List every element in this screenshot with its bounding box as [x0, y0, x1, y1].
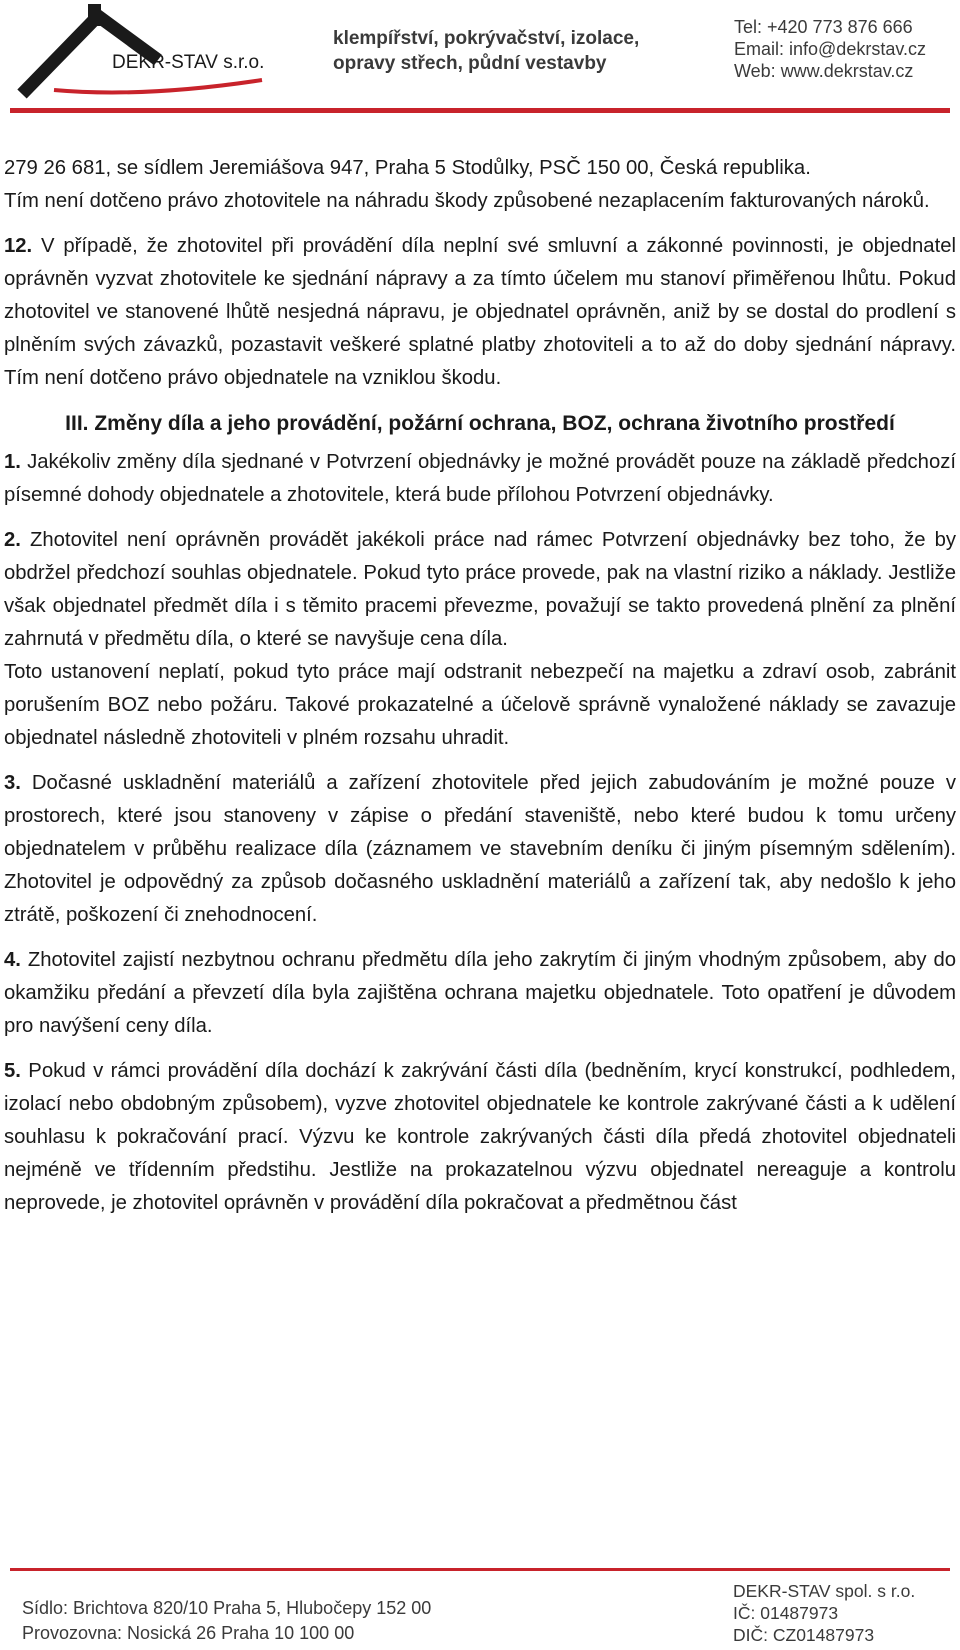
clause-number: 12.	[4, 235, 33, 257]
clause-number: 3.	[4, 772, 21, 794]
clause-1	[4, 446, 956, 512]
email-text: Email: info@dekrstav.cz	[734, 39, 926, 59]
footer-company-name: DEKR-STAV spol. s r.o.	[733, 1581, 916, 1601]
clause-2-continuation: Toto ustanovení neplatí, pokud tyto práce mají odstranit nebezpečí na majetku a zdraví osob, zabránit porušením BOZ nebo požáru. Takové prokazatelné a účelově správně vynaložené náklady se zavazuje objednatel následně zhotoviteli v plném rozsahu uhradit.	[4, 661, 956, 749]
paragraph-address: 279 26 681, se sídlem Jeremiášova 947, Praha 5 Stodůlky, PSČ 150 00, Česká republika.	[4, 157, 811, 179]
footer-address	[22, 1596, 431, 1646]
clause-number: 2.	[4, 529, 21, 551]
tagline-line-1: klempířství, pokrývačství, izolace,	[333, 28, 640, 49]
phone-text: Tel: +420 773 876 666	[734, 17, 913, 37]
clause-5	[4, 1055, 956, 1220]
company-tagline	[333, 26, 639, 76]
clause-number: 4.	[4, 949, 21, 971]
tagline-line-2: opravy střech, půdní vestavby	[333, 53, 607, 74]
letterhead	[0, 0, 960, 118]
clause-text: Pokud v rámci provádění díla dochází k zakrývání části díla (bedněním, krycí konstrukcí, podhledem, izolací nebo obdobným způsobem), vyzve zhotovitel objednatele ke kontrole zakrývané části a k udělení souhlasu k pokračování prací. Výzvu ke kontrole zakrývaných části díla předá zhotovitel objednateli nejméně ve třídenním předstihu. Jestliže na prokazatelnou výzvu objednatel nereaguje a kontrolu neprovede, je zhotovitel oprávněn v provádění díla pokračovat a předmětnou část	[4, 1060, 956, 1214]
clause-number: 5.	[4, 1060, 21, 1082]
clause-3	[4, 767, 956, 932]
contact-block	[734, 16, 926, 82]
footer-ic: IČ: 01487973	[733, 1603, 839, 1623]
header-divider	[10, 108, 950, 113]
clause-text: V případě, že zhotovitel při provádění díla neplní své smluvní a zákonné povinnosti, je objednatel oprávněn vyzvat zhotovitele ke sjednání nápravy a za tímto účelem mu stanoví přiměřenou lhůtu. Pokud zhotovitel ve stanovené lhůtě nesjedná nápravu, je objednatel oprávněn, aniž by se dostal do prodlení s plněním svých závazků, pozastavit veškeré splatné platby zhotoviteli a to až do doby sjednání nápravy. Tím není dotčeno právo objednatele na vzniklou škodu.	[4, 235, 956, 389]
section-heading: III. Změny díla a jeho provádění, požární ochrana, BOZ, ochrana životního prostředí	[65, 412, 895, 435]
company-logo	[14, 2, 284, 102]
document-body	[4, 152, 956, 1232]
clause-text: Zhotovitel zajistí nezbytnou ochranu předmětu díla jeho zakrytím či jiným vhodným způsobem, aby do okamžiku předání a převzetí díla byla zajištěna ochrana majetku objednatele. Toto opatření je důvodem pro navýšení ceny díla.	[4, 949, 957, 1037]
clause-number: 1.	[4, 451, 21, 473]
clause-text: Jakékoliv změny díla sjednané v Potvrzení objednávky je možné provádět pouze na základě předchozí písemné dohody objednatele a zhotovitele, která bude přílohou Potvrzení objednávky.	[4, 451, 956, 506]
clause-text: Dočasné uskladnění materiálů a zařízení zhotovitele před jejich zabudováním je možné pouze v prostorech, které jsou stanoveny v zápise o předání staveniště, nebo které budou k tomu určeny objednatelem v průběhu realizace díla (záznamem ve stavebním deníku či jiným písemným sdělením). Zhotovitel je odpovědný za způsob dočasného uskladnění materiálů a zařízení tak, aby nedošlo k jeho ztrátě, poškození či znehodnocení.	[4, 772, 956, 926]
logo-wordmark: DEKR-STAV s.r.o.	[112, 52, 265, 73]
footer-dic: DIČ: CZ01487973	[733, 1625, 875, 1645]
web-text: Web: www.dekrstav.cz	[734, 61, 914, 81]
footer-divider	[10, 1568, 950, 1571]
footer-provozovna: Provozovna: Nosická 26 Praha 10 100 00	[22, 1623, 355, 1643]
clause-12	[4, 230, 956, 395]
clause-4	[4, 944, 956, 1043]
clause-text: Zhotovitel není oprávněn provádět jakékoli práce nad rámec Potvrzení objednávky bez toho, že by obdržel předchozí souhlas objednatele. Pokud tyto práce provede, pak na vlastní riziko a náklady. Jestliže však objednatel předmět díla i s těmito pracemi převezme, považují se takto provedená plnění za plnění zahrnutá v předmětu díla, o které se navyšuje cena díla.	[4, 529, 956, 650]
paragraph-damages: Tím není dotčeno právo zhotovitele na náhradu škody způsobené nezaplacením fakturovaných nároků.	[4, 190, 930, 212]
footer-company	[733, 1580, 915, 1646]
clause-2	[4, 524, 956, 656]
footer-sidlo: Sídlo: Brichtova 820/10 Praha 5, Hlubočepy 152 00	[22, 1598, 432, 1618]
